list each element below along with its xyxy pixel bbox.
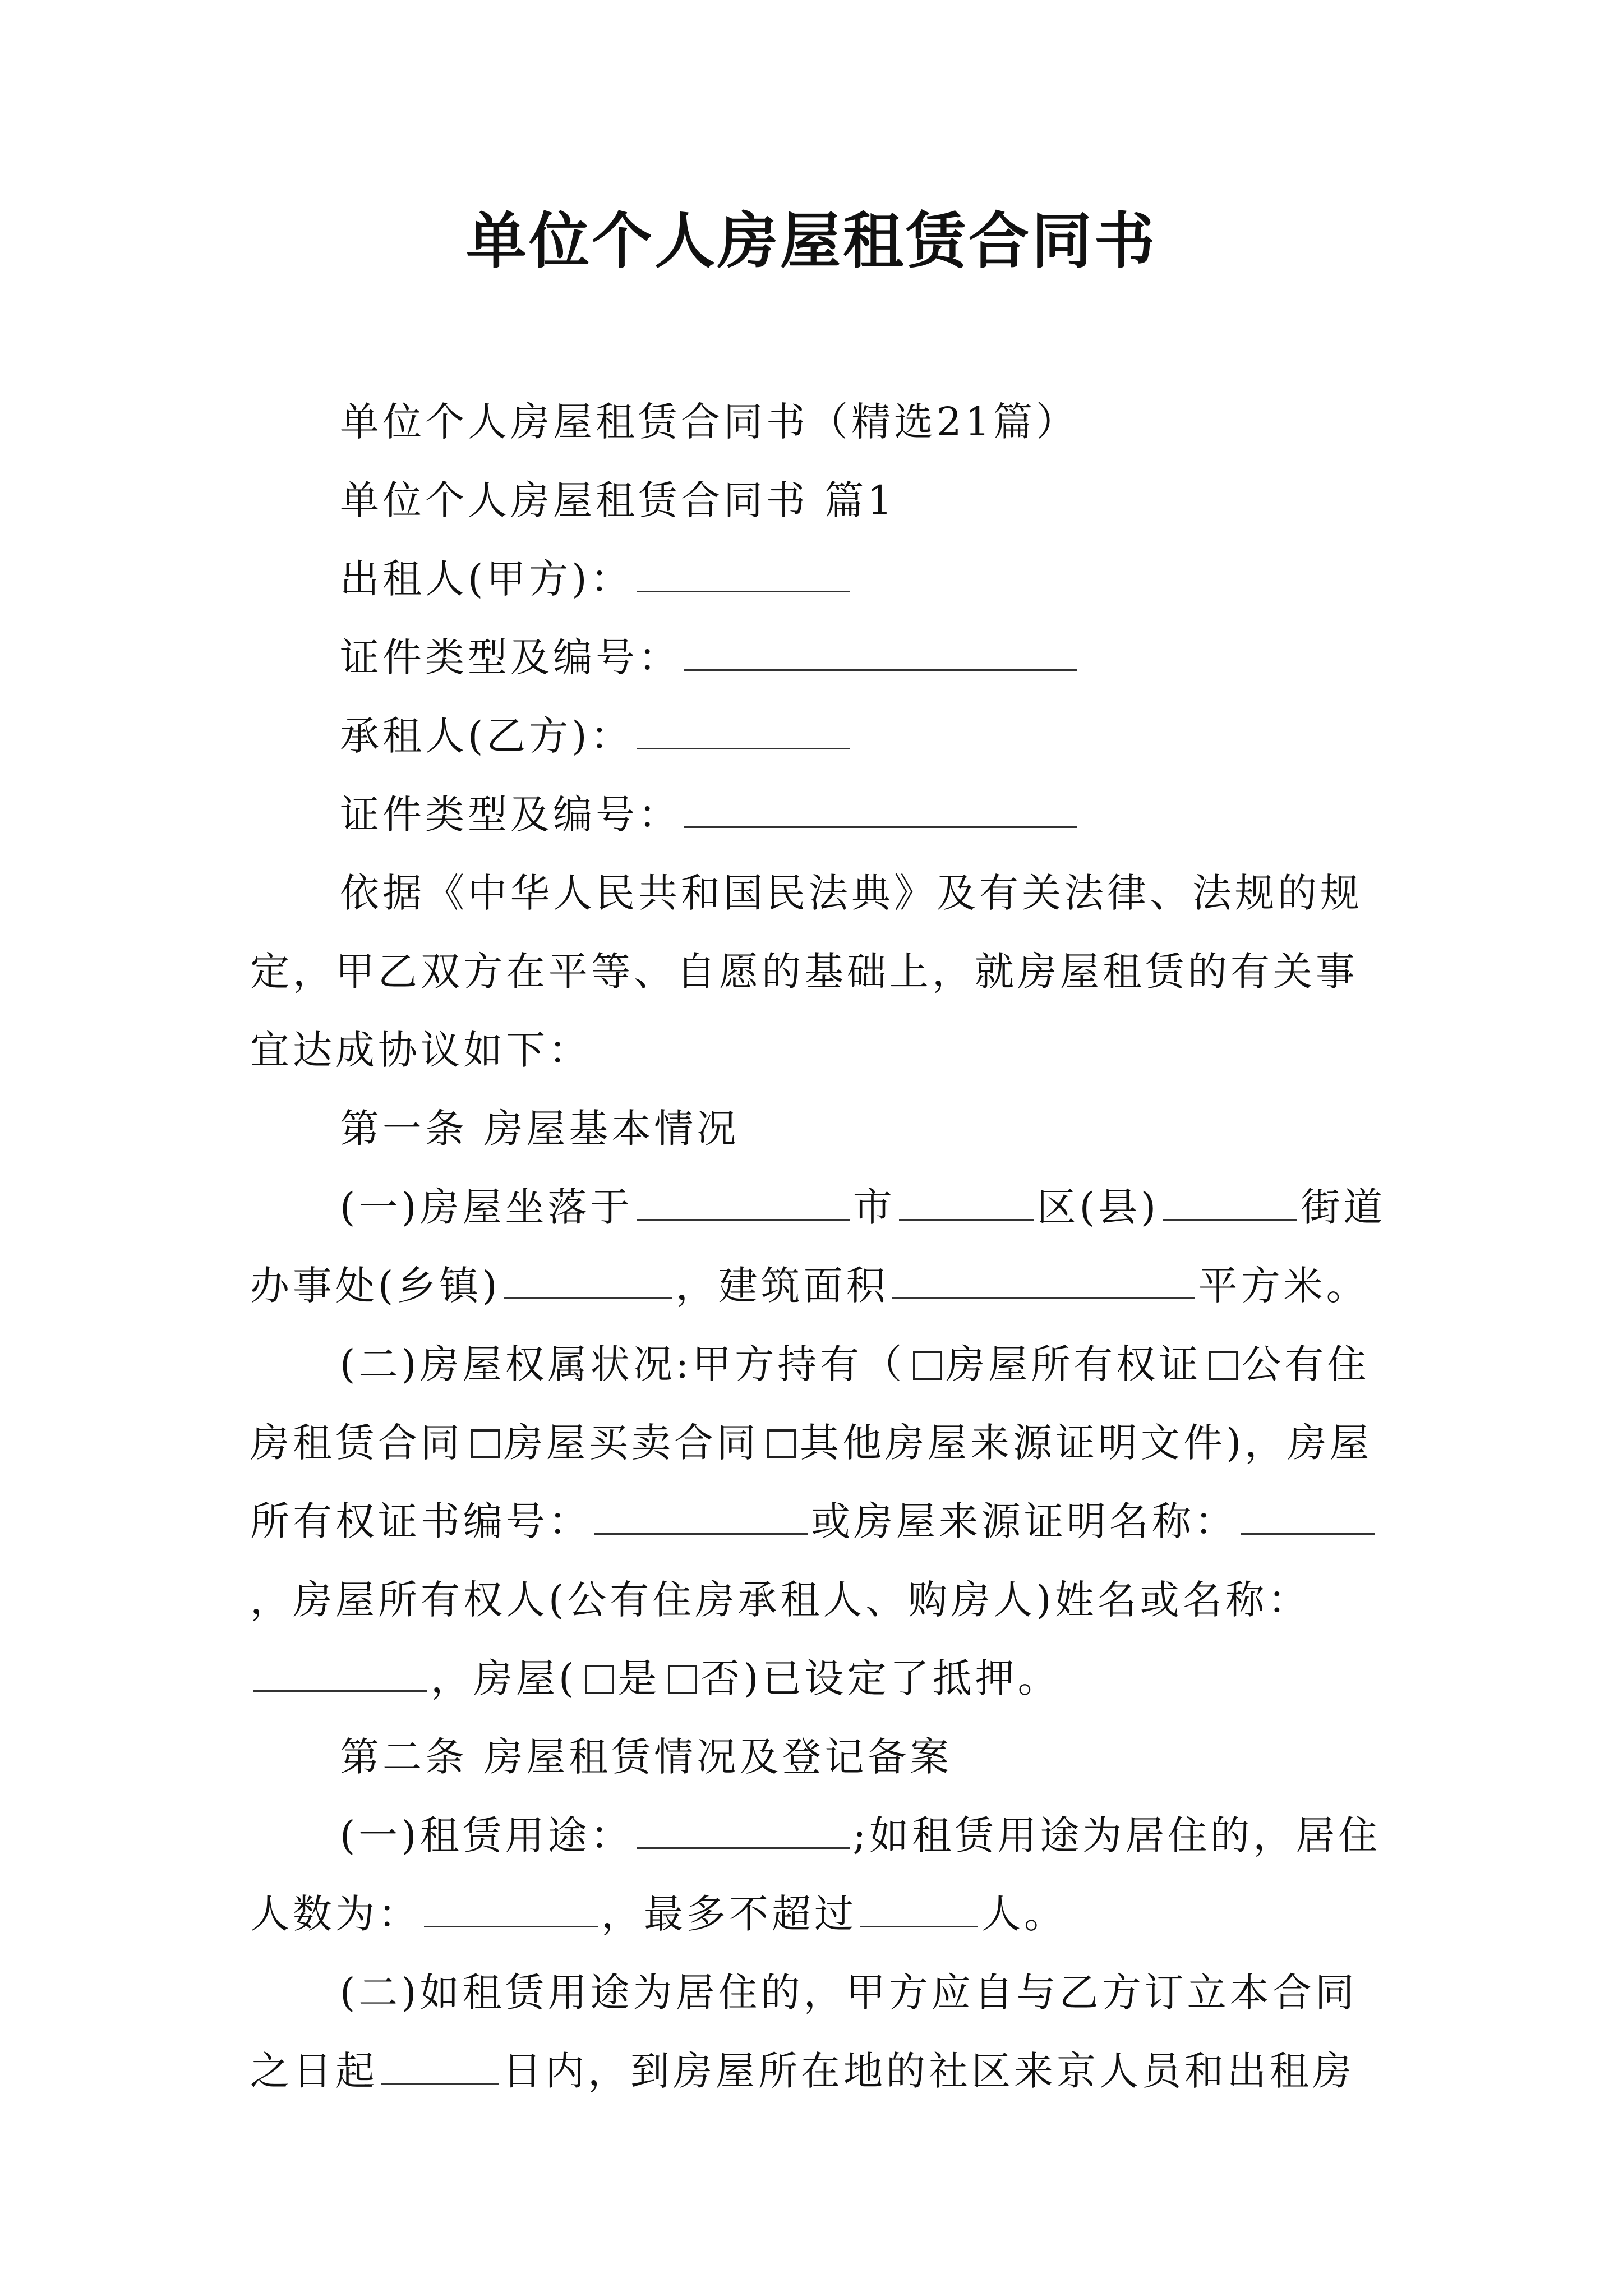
document-body bbox=[250, 383, 1394, 2110]
article1-item1 bbox=[250, 1168, 1394, 1325]
opt-yes-label: 是 bbox=[617, 1655, 661, 1701]
subtitle-text: 单位个人房屋租赁合同书（精选21篇） bbox=[340, 399, 1079, 445]
street-blank bbox=[504, 1254, 672, 1299]
city-blank bbox=[899, 1175, 1034, 1221]
document-title: 单位个人房屋租赁合同书 bbox=[465, 206, 1157, 277]
lessor-id-label: 证件类型及编号： bbox=[340, 634, 681, 680]
a2-1-max: ，最多不超过 bbox=[601, 1891, 857, 1937]
location-blank bbox=[637, 1175, 850, 1221]
lessee-line bbox=[250, 697, 1394, 775]
checkbox-icon[interactable] bbox=[767, 1429, 796, 1458]
a2-2-end: 日内，到房屋所在地的社区来京人员和出租房 bbox=[502, 2048, 1355, 2094]
purpose-blank bbox=[637, 1803, 850, 1849]
days-blank bbox=[381, 2039, 499, 2085]
source-blank bbox=[1241, 1489, 1375, 1535]
lessee-id-label: 证件类型及编号： bbox=[340, 792, 681, 838]
a2-2-start: (二)如租赁用途为居住的，甲方应自与乙方订立本合同之日起 bbox=[250, 1970, 1358, 2094]
checkbox-icon[interactable] bbox=[668, 1665, 697, 1694]
a2-1-mid: ;如租赁用途为居住的，居住人数为： bbox=[250, 1812, 1381, 1937]
checkbox-icon[interactable] bbox=[1209, 1351, 1238, 1380]
opt-sale-label: 房屋买卖合同 bbox=[504, 1420, 759, 1466]
residents-blank bbox=[424, 1882, 598, 1927]
section-heading-text: 单位个人房屋租赁合同书 篇1 bbox=[340, 477, 896, 523]
lessee-blank bbox=[637, 704, 850, 749]
intro-paragraph bbox=[250, 854, 1394, 1089]
a1-1-district: 区(县) bbox=[1036, 1184, 1160, 1230]
section-heading bbox=[250, 461, 1394, 540]
opt-other-label: 其他房屋来源证明文件)， bbox=[800, 1420, 1288, 1466]
lessor-line bbox=[250, 540, 1394, 618]
lessee-id-blank bbox=[684, 783, 1077, 828]
lessee-label: 承租人(乙方)： bbox=[340, 713, 633, 759]
a1-1-end: 平方米。 bbox=[1198, 1263, 1369, 1309]
intro-text: 依据《中华人民共和国民法典》及有关法律、法规的规定，甲乙双方在平等、自愿的基础上，就房屋租赁的有关事宜达成协议如下： bbox=[250, 870, 1363, 1073]
a1-1-city: 市 bbox=[852, 1184, 896, 1230]
area-blank bbox=[892, 1254, 1195, 1299]
a1-1-street: 街道办事处(乡镇) bbox=[250, 1184, 1386, 1309]
a2-1-end: 人。 bbox=[981, 1891, 1067, 1937]
max-blank bbox=[860, 1882, 978, 1927]
article2-item1 bbox=[250, 1796, 1394, 1953]
a1-2-start: (二)房屋权属状况:甲方持有（ bbox=[340, 1341, 906, 1387]
district-blank bbox=[1163, 1175, 1297, 1221]
article1-heading bbox=[250, 1089, 1394, 1168]
lessor-blank bbox=[637, 547, 850, 592]
a1-2-end: 已设定了抵押。 bbox=[762, 1655, 1061, 1701]
lessee-id-line bbox=[250, 775, 1394, 854]
checkbox-icon[interactable] bbox=[585, 1665, 614, 1694]
article1-heading-text: 第一条 房屋基本情况 bbox=[340, 1106, 740, 1152]
a1-1-start: (一)房屋坐落于 bbox=[340, 1184, 633, 1230]
owner-blank bbox=[253, 1646, 427, 1692]
lessor-id-blank bbox=[684, 625, 1077, 671]
lessor-label: 出租人(甲方)： bbox=[340, 556, 633, 602]
a2-1-start: (一)租赁用途： bbox=[340, 1812, 633, 1858]
article2-heading-text: 第二条 房屋租赁情况及登记备案 bbox=[340, 1734, 953, 1780]
cert-no-blank bbox=[594, 1489, 808, 1535]
opt-no-label: 否) bbox=[700, 1655, 762, 1701]
article1-item2 bbox=[250, 1325, 1394, 1718]
opt-cert-label: 房屋所有权证 bbox=[946, 1341, 1202, 1387]
owner-label: ，房屋所有权人(公有住房承租人、购房人)姓名或名称： bbox=[250, 1577, 1311, 1623]
article2-heading bbox=[250, 1718, 1394, 1796]
opt-public-label: 公有住房租赁合同 bbox=[250, 1341, 1370, 1466]
article2-item2 bbox=[250, 1953, 1394, 2110]
cert-no-label: 房屋所有权证书编号： bbox=[250, 1420, 1373, 1544]
lessor-id-line bbox=[250, 618, 1394, 697]
checkbox-icon[interactable] bbox=[471, 1429, 500, 1458]
subtitle-line bbox=[250, 383, 1394, 461]
a1-1-area: ，建筑面积 bbox=[675, 1263, 889, 1309]
checkbox-icon[interactable] bbox=[913, 1351, 942, 1380]
source-label: 或房屋来源证明名称： bbox=[811, 1498, 1237, 1544]
house-label: ，房屋( bbox=[431, 1655, 578, 1701]
